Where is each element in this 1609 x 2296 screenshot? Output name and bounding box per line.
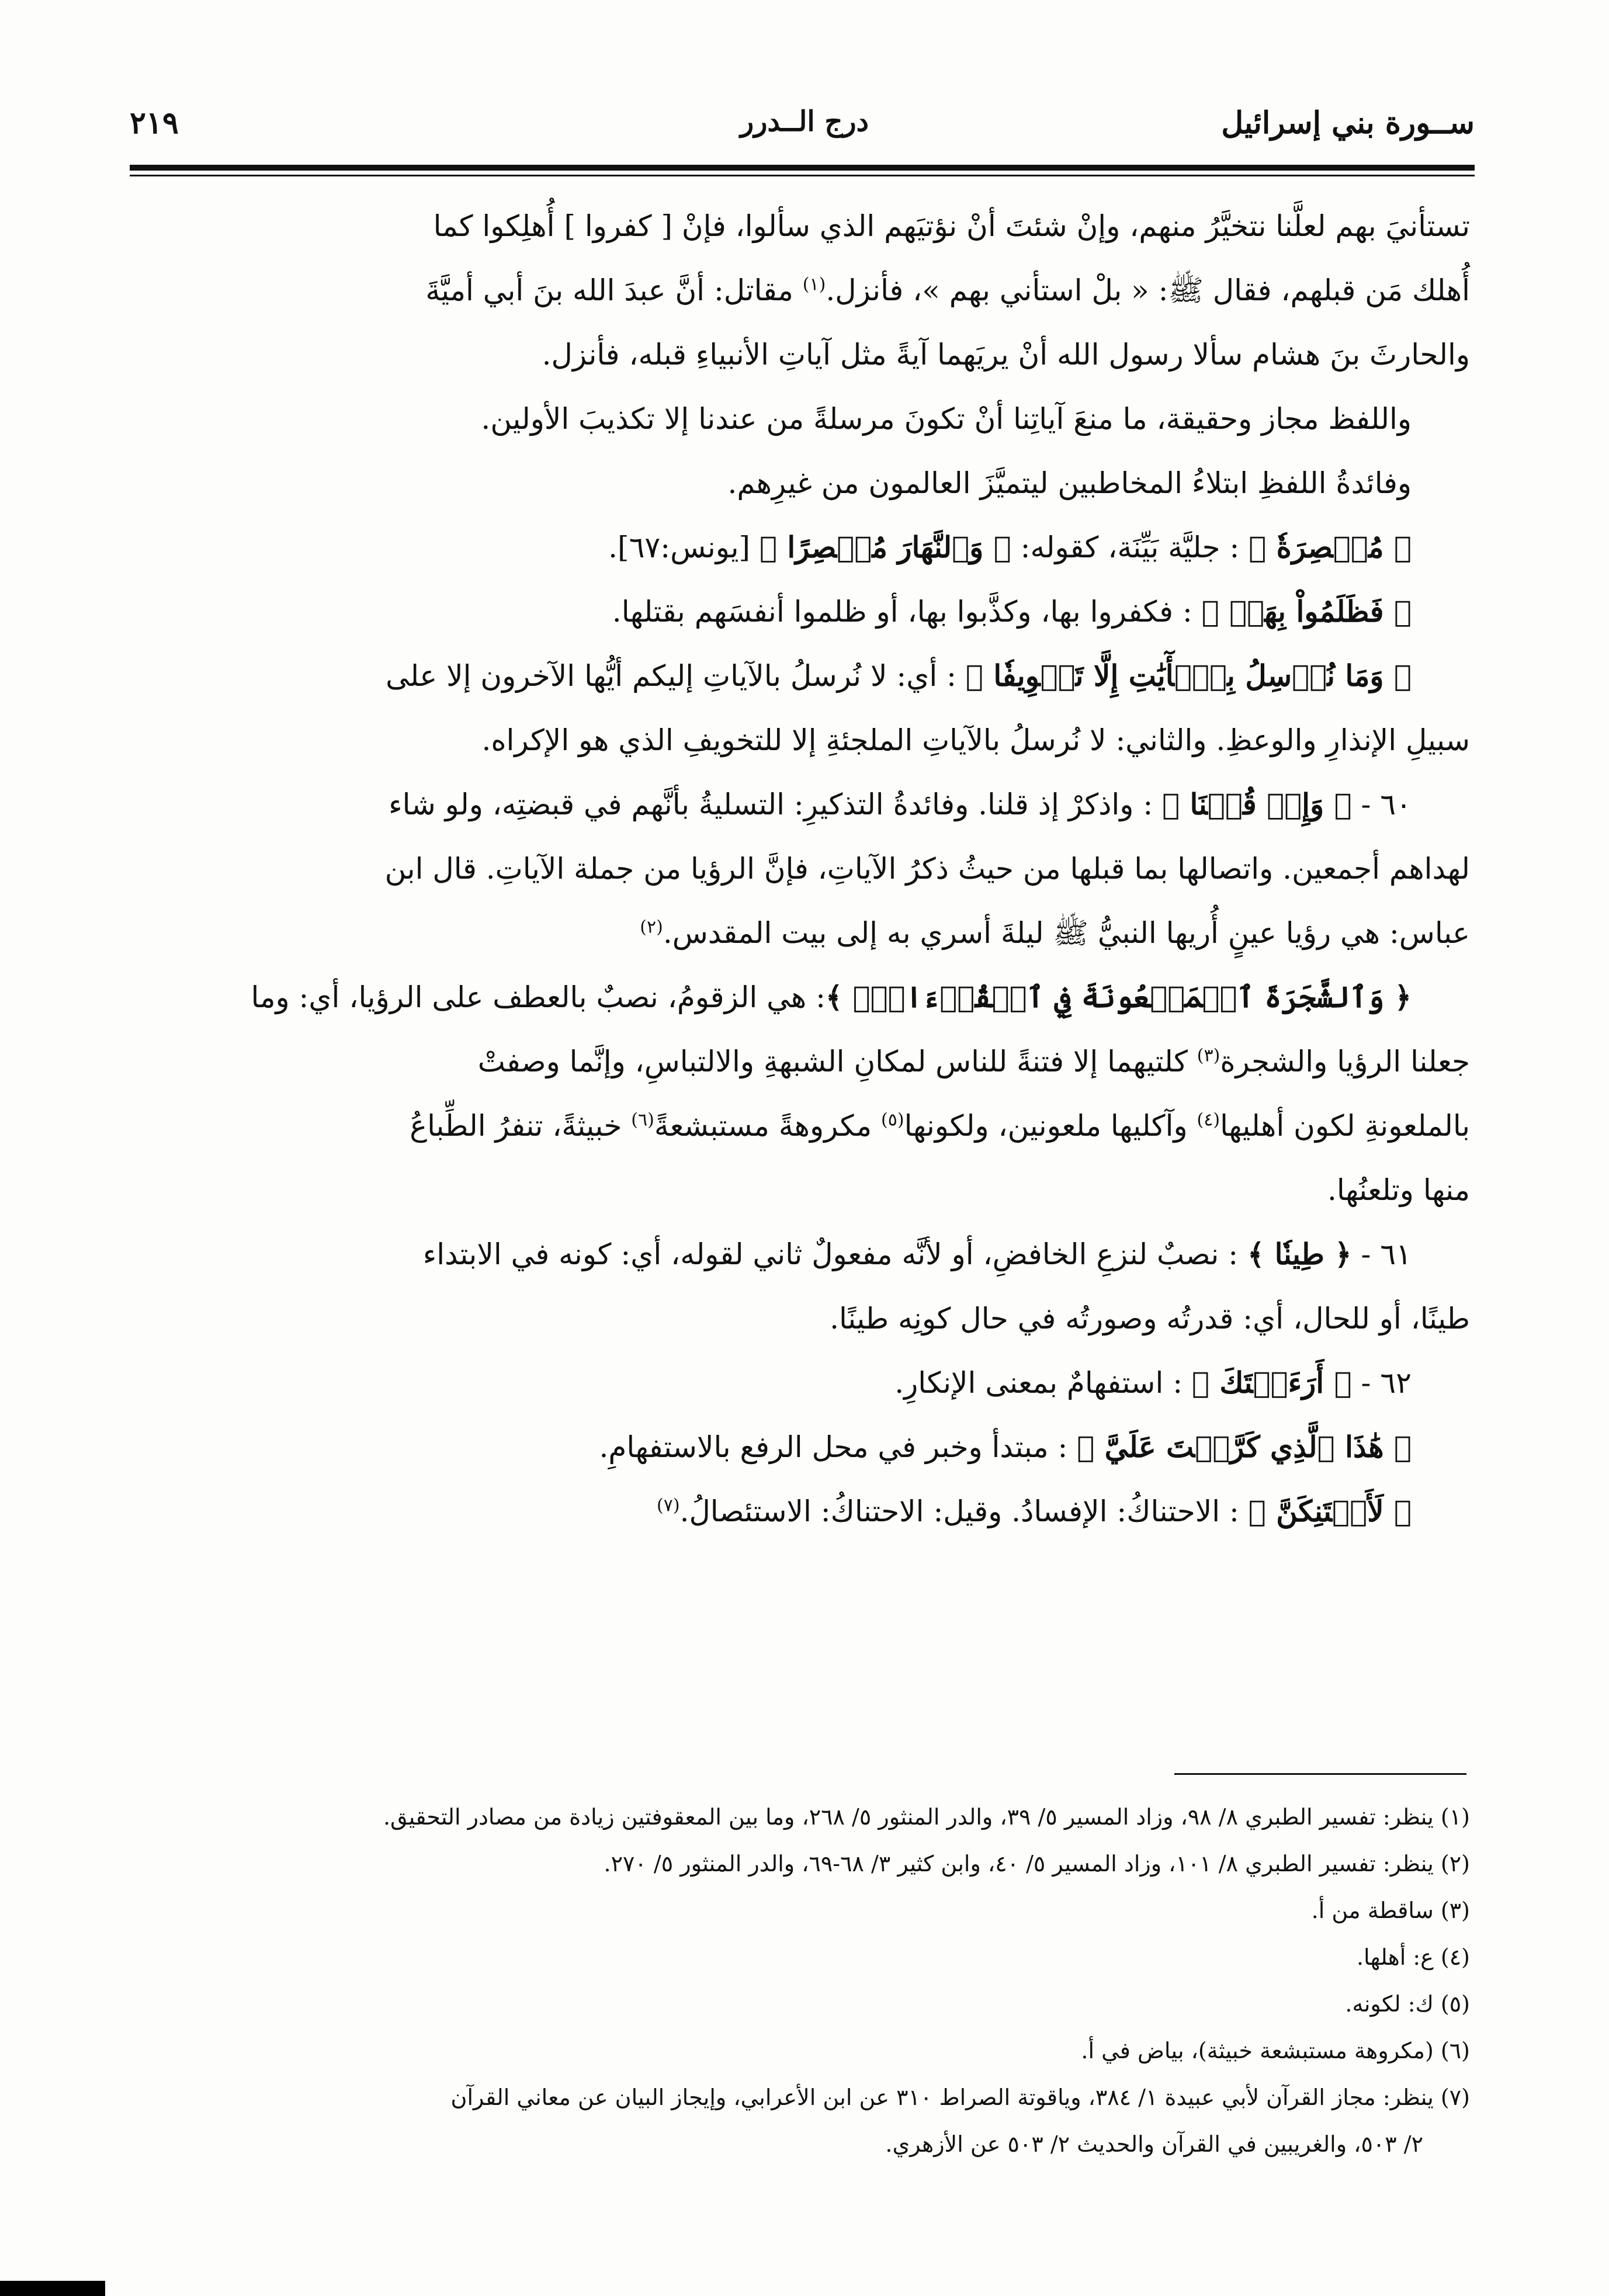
text-line: وفائدةُ اللفظِ ابتلاءُ المخاطبين ليتميَّزَ العالمون من غيرِهم. [727,466,1412,500]
text-line: ٦٠ - ﴿ وَإِذۡ قُلۡنَا ﴾ : واذكرْ إذ قلنا. وفائدةُ التذكيرِ: التسليةُ بأنَّهم في قبضتِه، ولو شاء [389,787,1412,821]
quran-quote: ﴿ وَٱلنَّهَارَ مُبۡصِرًا ﴾ [759,530,1011,564]
quran-quote: ﴿ أَرَءَيۡتَكَ ﴾ [1191,1365,1352,1400]
header-rule-thick [130,165,1475,171]
footnote-ref: (٦) [631,1109,654,1130]
footnote: (٣) ساقطة من أ. [1311,1898,1470,1923]
footnote: (٥) ك: لكونه. [1345,1991,1470,2017]
quran-quote: ﴿ لَأَحۡتَنِكَنَّ ﴾ [1248,1494,1412,1528]
footnote: (٧) ينظر: مجاز القرآن لأبي عبيدة ١/ ٣٨٤، وياقوتة الصراط ٣١٠ عن ابن الأعرابي، وإيجاز البيان عن معاني القرآن [450,2085,1470,2110]
text-line: واللفظ مجاز وحقيقة، ما منعَ آياتِنا أنْ تكونَ مرسلةً من عندنا إلا تكذيبَ الأولين. [481,402,1412,436]
footnote-ref: (٤) [1197,1109,1220,1130]
footnote-ref: (٢) [640,917,663,938]
footnote: (٢) ينظر: تفسير الطبري ٨/ ١٠١، وزاد المسير ٥/ ٤٠، وابن كثير ٣/ ٦٨-٦٩، والدر المنثور ٥/ ٢٧٠. [604,1851,1470,1877]
text-line: ٦١ - ﴿ طِينٗا ﴾ : نصبٌ لنزعِ الخافضِ، أو لأنَّه مفعولٌ ثاني لقوله، أي: كونه في الابتداء [422,1237,1412,1271]
text-line: ﴿ هَٰذَا ٱلَّذِي كَرَّمۡتَ عَلَيَّ ﴾ : مبتدأ وخبر في محل الرفع بالاستفهامِ. [599,1430,1412,1464]
footnote-ref: (٥) [881,1109,904,1130]
scan-edge-mark [0,2281,105,2296]
text-line: عباس: هي رؤيا عينٍ أُريها النبيُّ ﷺ ليلةَ أسري به إلى بيت المقدس.$^{(٢)}$ [640,916,1470,950]
text-line: تستأنيَ بهم لعلَّنا نتخيَّرُ منهم، وإنْ شئتَ أنْ نؤتيَهم الذي سألوا، فإنْ [ كفروا ] أُهلِكوا كما [433,209,1470,243]
text-line: ﴿ وَمَا نُرۡسِلُ بِٱلۡأٓيَٰتِ إِلَّا تَخۡوِيفٗا ﴾ : أي: لا نُرسلُ بالآياتِ إليكم أيُّها الآخرون إلا على [386,658,1412,693]
verse-number: ٦٢ - [1351,1366,1412,1400]
book-title: درج الــدرر [740,105,869,138]
text-line: ٦٢ - ﴿ أَرَءَيۡتَكَ ﴾ : استفهامٌ بمعنى الإنكارِ. [894,1365,1412,1400]
text-line: ﴿ وَٱلشَّجَرَةَ ٱلۡمَلۡعُونَةَ فِي ٱلۡقُرۡءَانِۚ ﴾: هي الزقومُ، نصبٌ بالعطف على الرؤيا، أي: وما [251,980,1412,1014]
text-line: ﴿ فَظَلَمُواْ بِهَاۚ ﴾ : فكفروا بها، وكذَّبوا بها، أو ظلموا أنفسَهم بقتلها. [612,594,1412,629]
footnote-continuation: ٢/ ٥٠٣، والغريبين في القرآن والحديث ٢/ ٥٠٣ عن الأزهري. [885,2131,1423,2157]
text-line: طينًا، أو للحال، أي: قدرتُه وصورتُه في حال كونِه طينًا. [830,1302,1470,1336]
footnote: (٤) ع: أهلها. [1356,1944,1470,1970]
footnotes [143,1794,1470,2167]
text-line: لهداهم أجمعين. واتصالها بما قبلها من حيثُ ذكرُ الآياتِ، فإنَّ الرؤيا من جملة الآياتِ. قال ابن [384,852,1470,886]
footnote-separator [1174,1773,1466,1775]
quran-quote: ﴿ طِينٗا ﴾ [1247,1237,1352,1271]
page-number: ٢١٩ [130,105,179,141]
text-line: سبيلِ الإنذارِ والوعظِ. والثاني: لا نُرسلُ بالآياتِ الملجئةِ إلا للتخويفِ الذي هو الإكراه. [481,723,1470,757]
text-line: جعلنا الرؤيا والشجرة$^{(٣)}$ كلتيهما إلا فتنةً للناس لمكانِ الشبهةِ والالتباسِ، وإنَّما وصفتْ [477,1045,1470,1078]
footnote: (١) ينظر: تفسير الطبري ٨/ ٩٨، وزاد المسير ٥/ ٣٩، والدر المنثور ٥/ ٢٦٨، وما بين المعقوفتين زيادة من مصادر التحقيق. [383,1804,1470,1830]
surah-title: ســورة بني إسرائيل [1221,105,1475,141]
text-line: ﴿ لَأَحۡتَنِكَنَّ ﴾ : الاحتناكُ: الإفسادُ. وقيل: الاحتناكُ: الاستئصالُ.$^{(٧)}$ [657,1494,1412,1528]
quran-quote: ﴿ وَٱلشَّجَرَةَ ٱلۡمَلۡعُونَةَ فِي ٱلۡقُرۡءَانِۚ ﴾ [825,980,1412,1014]
footnote-ref: (١) [802,274,826,295]
text-line: أُهلك مَن قبلهم، فقال ﷺ: « بلْ استأني بهم »، فأنزل.$^{(١)}$ مقاتل: أنَّ عبدَ الله بنَ أبي أميَّةَ [425,273,1470,307]
quran-quote: ﴿ وَمَا نُرۡسِلُ بِٱلۡأٓيَٰتِ إِلَّا تَخۡوِيفٗا ﴾ [965,658,1412,693]
verse-number: ٦٠ - [1351,788,1412,821]
quran-quote: ﴿ هَٰذَا ٱلَّذِي كَرَّمۡتَ عَلَيَّ ﴾ [1077,1430,1412,1464]
text-line: والحارثَ بنَ هشام سألا رسول الله أنْ يريَهما آيةً مثل آياتِ الأنبياءِ قبله، فأنزل. [542,338,1470,372]
quran-quote: ﴿ فَظَلَمُواْ بِهَاۚ ﴾ [1201,594,1412,629]
text-line: بالملعونةِ لكون أهليها$^{(٤)}$ وآكليها ملعونين، ولكونها$^{(٥)}$ مكروهةً مستبشعةً$^{(٦)}$ خبيثةً، تنفرُ الطِّباعُ [410,1109,1470,1143]
main-text [131,194,1470,1544]
footnote: (٦) (مكروهة مستبشعة خبيثة)، بياض في أ. [1081,2038,1470,2063]
quran-quote: ﴿ وَإِذۡ قُلۡنَا ﴾ [1162,787,1352,821]
quran-quote: ﴿ مُبۡصِرَةٗ ﴾ [1249,530,1412,564]
header-rule-thin [130,175,1475,176]
footnote-ref: (٣) [1197,1045,1220,1066]
text-line: ﴿ مُبۡصِرَةٗ ﴾ : جليَّة بَيِّنَة، كقوله: ﴿ وَٱلنَّهَارَ مُبۡصِرًا ﴾ [يونس:٦٧]. [608,530,1412,564]
verse-number: ٦١ - [1351,1237,1412,1271]
text-line: منها وتلعنُها. [1327,1173,1470,1207]
footnote-ref: (٧) [657,1495,680,1516]
